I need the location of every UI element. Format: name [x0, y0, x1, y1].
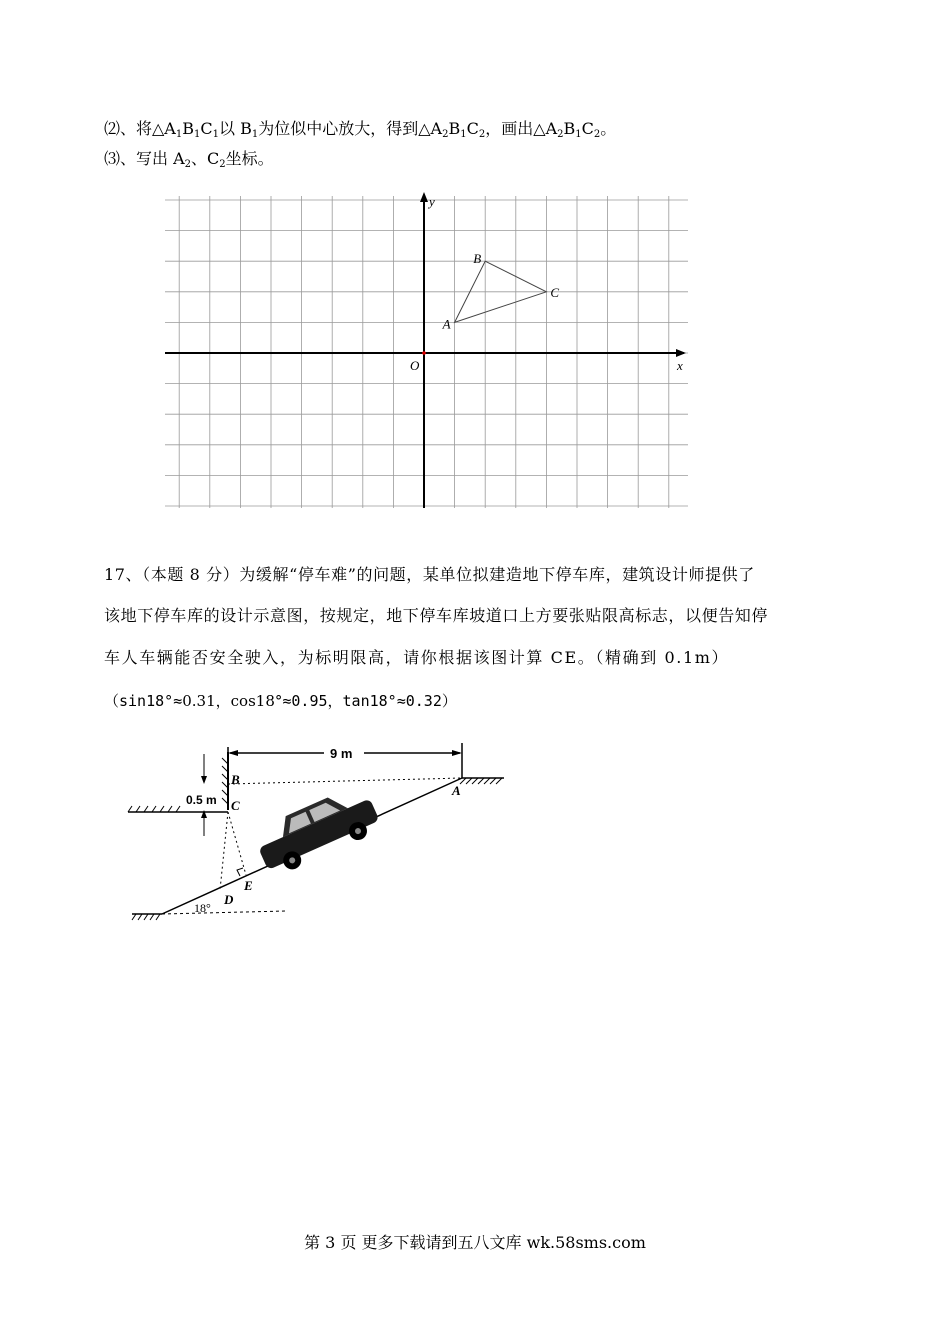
q17-line-1: 17、（本题 8 分）为缓解“停车难”的问题，某单位拟建造地下停车库，建筑设计师提供了 — [104, 565, 755, 584]
question-part-3 — [104, 146, 274, 169]
part2-text: C — [581, 119, 594, 138]
dashed-horizontal-d — [162, 911, 286, 914]
x-axis-label: x — [677, 358, 683, 373]
height-label: 0.5 m — [186, 793, 217, 807]
angle-label: 18° — [194, 901, 211, 915]
trig-text: （sin18°≈ — [104, 692, 183, 710]
part2-text: ⑵、将△A — [104, 119, 176, 138]
dashed-line-ce — [228, 812, 246, 875]
dashed-line-ba — [228, 778, 462, 784]
point-a-label: A — [442, 316, 451, 332]
y-axis-arrow-icon — [420, 192, 428, 202]
arrow-right-icon — [452, 750, 462, 756]
arrow-down-icon — [201, 776, 207, 784]
subscript: 2 — [593, 129, 601, 140]
subscript: 2 — [184, 159, 192, 170]
ground-bottom-hatching — [132, 914, 160, 920]
subscript: 2 — [442, 129, 449, 140]
q17-line-3: 车人车辆能否安全驶入，为标明限高，请你根据该图计算 CE。（精确到 0.1m） — [104, 648, 730, 667]
subscript: 1 — [251, 129, 259, 140]
dashed-line-cd — [220, 812, 228, 890]
parking-ramp-figure — [124, 740, 514, 930]
q17-trig-hints — [104, 690, 884, 711]
part2-text: B — [448, 119, 461, 138]
origin-dot — [422, 351, 426, 355]
trig-text: cos18° — [230, 692, 283, 710]
car-icon — [251, 782, 384, 879]
subscript: 2 — [557, 129, 564, 140]
q17-line-2: 该地下停车库的设计示意图，按规定，地下停车库坡道口上方要张贴限高标志，以便告知停 — [104, 606, 769, 625]
part2-text: B — [563, 119, 576, 138]
part2-text: B — [182, 119, 195, 138]
part2-text: C — [200, 119, 213, 138]
x-axis-arrow-icon — [676, 349, 686, 357]
coordinate-grid-figure — [162, 190, 692, 512]
part2-text: 。 — [600, 119, 617, 138]
point-a-label: A — [452, 783, 461, 798]
part2-text: C — [466, 119, 479, 138]
point-b-label: B — [473, 251, 482, 267]
subscript: 2 — [219, 159, 226, 170]
distance-label: 9 m — [330, 746, 353, 761]
arrow-up-icon — [201, 810, 207, 818]
point-d-label: D — [224, 892, 234, 907]
y-axis-label: y — [429, 194, 435, 209]
origin-label: O — [410, 358, 420, 373]
point-e-label: E — [244, 878, 253, 893]
subscript: 2 — [478, 129, 486, 140]
subscript: 1 — [460, 129, 467, 140]
subscript: 1 — [194, 129, 201, 140]
trig-text: 0.31 — [182, 692, 216, 710]
trig-text: ， — [215, 692, 231, 710]
question-part-2 — [104, 116, 616, 139]
right-angle-mark — [237, 868, 243, 876]
arrow-left-icon — [228, 750, 238, 756]
ground-right-hatching — [460, 778, 502, 784]
part3-text: ⑶、写出 A — [104, 149, 185, 168]
part2-text: 以 B — [219, 119, 252, 138]
subscript: 1 — [212, 129, 220, 140]
subscript: 1 — [175, 129, 183, 140]
trig-text: ≈0.95，tan18°≈0.32） — [282, 692, 457, 710]
part2-text: ，画出△A — [485, 119, 558, 138]
ground-left-hatching — [128, 806, 180, 812]
part2-text: 为位似中心放大，得到△A — [258, 119, 443, 138]
point-c-label: C — [231, 798, 240, 813]
point-c-label: C — [550, 284, 560, 300]
part3-text: 坐标。 — [225, 149, 274, 168]
part3-text: 、C — [191, 149, 220, 168]
subscript: 1 — [575, 129, 582, 140]
page-footer: 第 3 页 更多下载请到五八文库 wk.58sms.com — [304, 1233, 646, 1252]
point-b-label: B — [231, 772, 240, 787]
